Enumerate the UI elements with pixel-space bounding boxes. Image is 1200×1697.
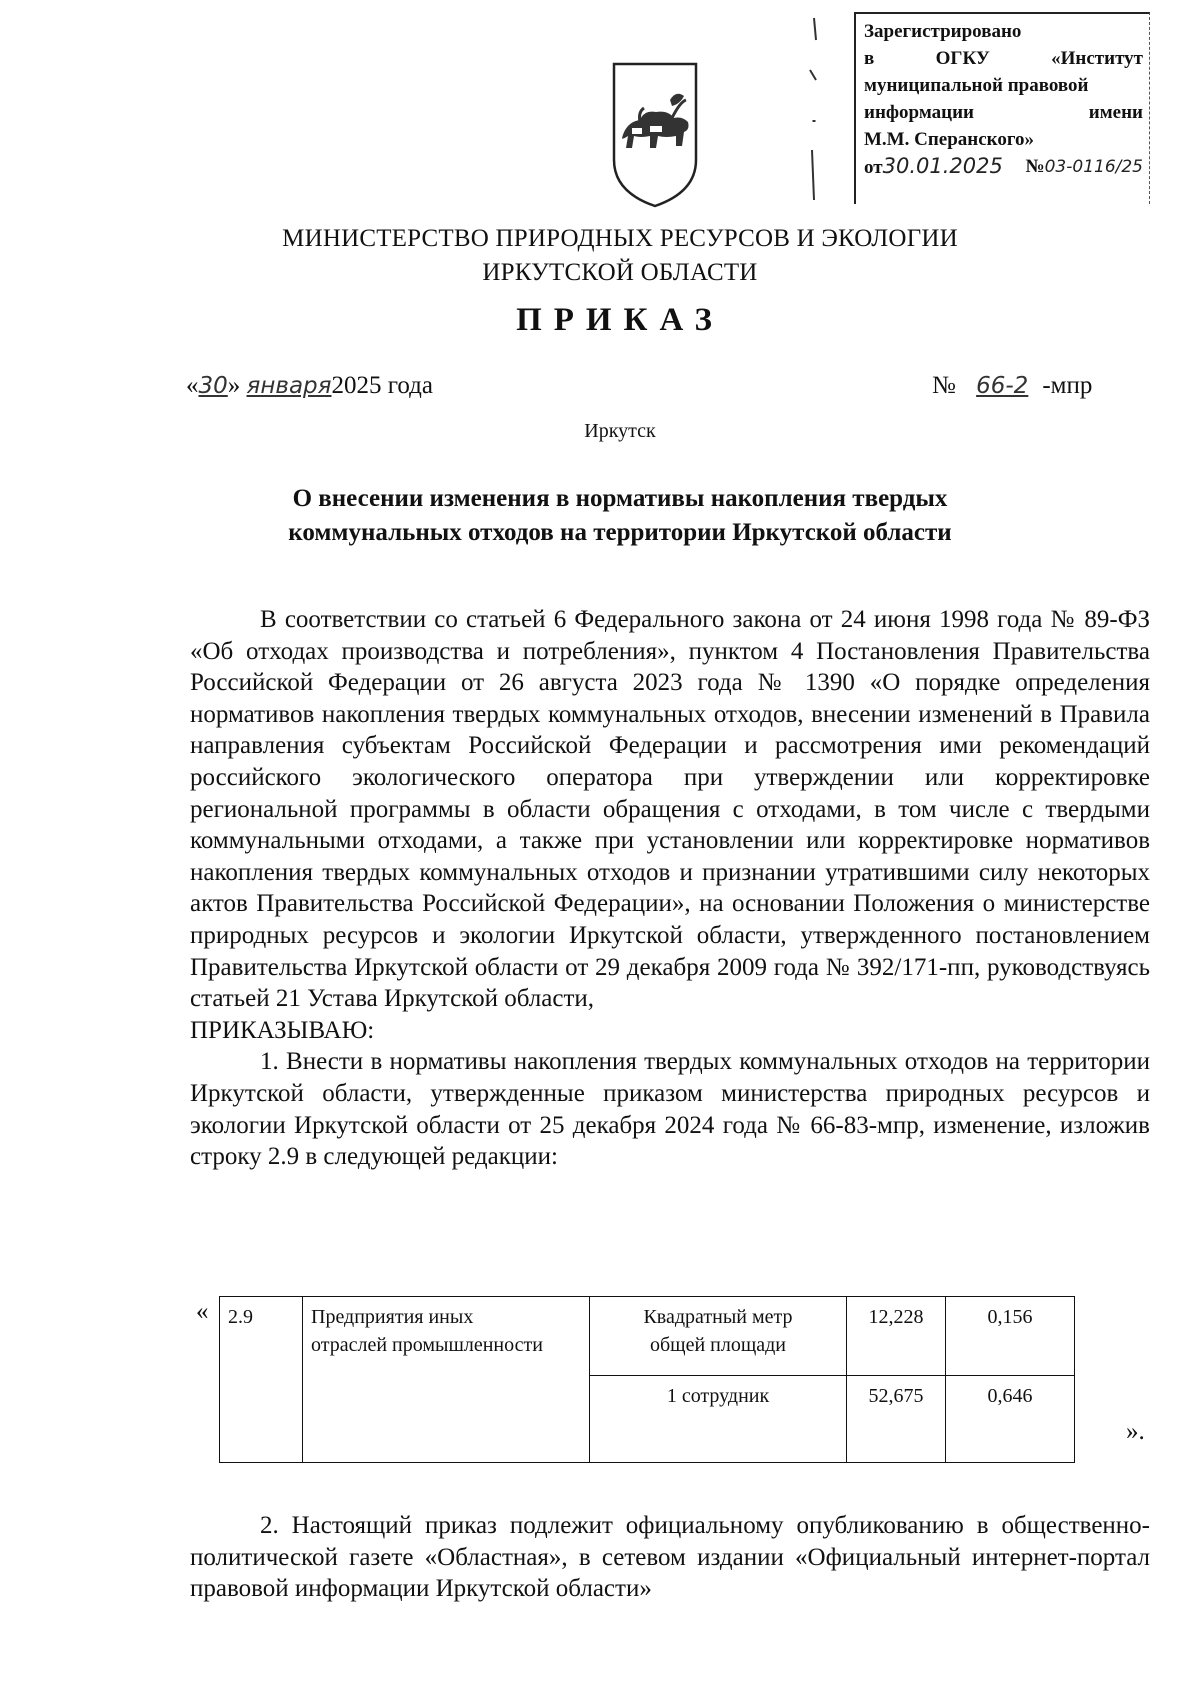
coat-of-arms-emblem [610,60,700,210]
subject-line-1: О внесении изменения в нормативы накопления твердых [292,485,948,512]
table-quote-open: « [196,1298,209,1325]
unit-cell: 1 сотрудник [590,1376,847,1463]
order-subject [190,482,1050,550]
order-number: № 66-2 -мпр [932,372,1093,399]
order-body-continued [190,1510,1150,1605]
ministry-name-line-1: МИНИСТЕРСТВО ПРИРОДНЫХ РЕСУРСОВ И ЭКОЛОГИИ [282,225,958,252]
stamp-line-5: М.М. Сперанского» [864,129,1035,150]
stamp-margin-marks [804,10,824,210]
norms-table [219,1296,1075,1463]
stamp-line-3: муниципальной правовой [864,75,1089,96]
registration-stamp [854,12,1150,204]
stamp-registration-line: от30.01.2025 №03-0116/25 [864,154,1143,178]
ministry-name-line-2: ИРКУТСКОЙ ОБЛАСТИ [482,259,758,286]
stamp-line-4: информации имени [864,102,1143,123]
stamp-line-1: Зарегистрировано [864,21,1022,42]
norms-table-wrapper [219,1296,1075,1463]
stamp-line-2: в ОГКУ «Институт [864,48,1143,69]
document-title: ПРИКАЗ [516,302,724,338]
table-quote-close: ». [1126,1418,1145,1445]
unit-cell: Квадратный метр общей площади [590,1297,847,1376]
order-date: «30» января2025 года [186,372,433,399]
stamp-number-handwritten: 03-0116/25 [1044,157,1143,177]
row-code-cell: 2.9 [220,1297,303,1463]
order-number-handwritten: 66-2 [976,373,1029,399]
item-1-paragraph: 1. Внести в нормативы накопления твердых коммунальных отходов на территории Иркутской области, утвержденные приказом министерства природных ресурсов и экологии Иркутской области от 25 декабря 2024 года № 66-83-мпр, изменение, изложив строку 2.9 в следующей редакции: [190,1048,1150,1171]
item-2-paragraph: 2. Настоящий приказ подлежит официальному опубликованию в общественно-политической газете «Областная», в сетевом издании «Официальный интернет-портал правовой информации Иркутской области» [190,1512,1150,1603]
value-cell: 0,156 [946,1297,1075,1376]
ministry-header [0,222,1200,290]
date-day-handwritten: 30 [198,373,228,399]
date-month-handwritten: января [246,373,332,399]
order-word: ПРИКАЗЫВАЮ: [190,1016,375,1044]
value-cell: 12,228 [847,1297,946,1376]
order-body [190,604,1150,1173]
row-name-cell: Предприятия иных отраслей промышленности [303,1297,590,1463]
stamp-date-handwritten: 30.01.2025 [882,154,1003,178]
subject-line-2: коммунальных отходов на территории Иркутской области [288,519,952,546]
value-cell: 52,675 [847,1376,946,1463]
table-row [220,1297,1075,1376]
preamble-paragraph: В соответствии со статьей 6 Федерального закона от 24 июня 1998 года № 89-ФЗ «Об отходах производства и потребления», пунктом 4 Постановления Правительства Российской Федерации от 26 августа 2023 года № 1390 «О порядке определения нормативов накопления твердых коммунальных отходов, внесении изменений в Правила направления субъектам Российской Федерации и рассмотрения ими рекомендаций российского экологического оператора при утверждении или корректировке региональной программы в области обращения с отходами, в том числе с твердыми коммунальными отходами, а также при установлении или корректировке нормативов накопления твердых коммунальных отходов и признании утратившими силу некоторых актов Правительства Российской Федерации», на основании Положения о министерстве природных ресурсов и экологии Иркутской области, утвержденного постановлением Правительства Иркутской области от 29 декабря 2009 года № 392/171-пп, руководствуясь статьей 21 Устава Иркутской области, [190,606,1150,1013]
city: Иркутск [584,420,656,442]
value-cell: 0,646 [946,1376,1075,1463]
